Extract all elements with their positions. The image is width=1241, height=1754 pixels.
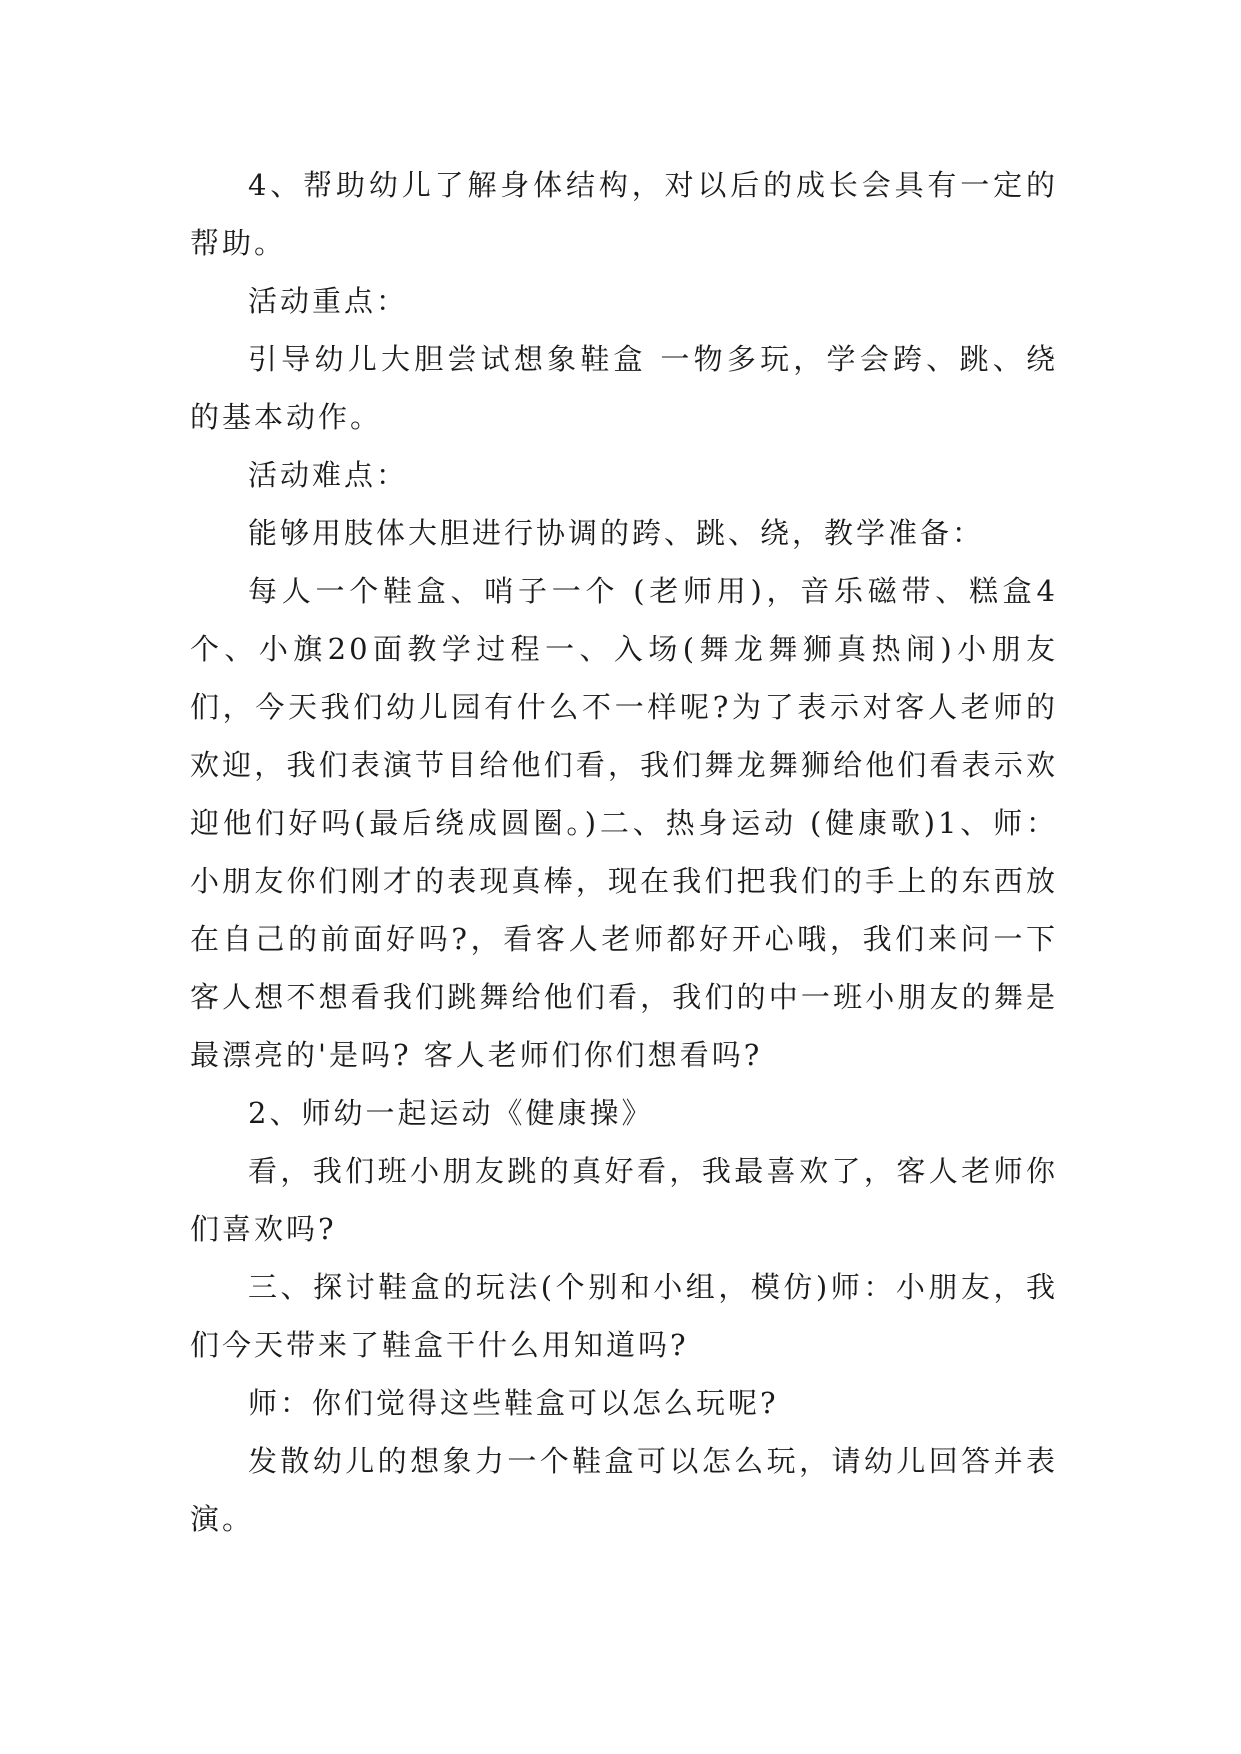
paragraph-imagination: 发散幼儿的想象力一个鞋盒可以怎么玩，请幼儿回答并表演。 (190, 1444, 1058, 1536)
paragraph-preparation-process: 每人一个鞋盒、哨子一个 (老师用)，音乐磁带、糕盒4个、小旗20面教学过程一、入场(舞龙舞狮真热闹)小朋友们，今天我们幼儿园有什么不一样呢?为了表示对客人老师的欢迎，我们表演节目给他们看，我们舞龙舞狮给他们看表示欢迎他们好吗(最后绕成圆圈。)二、热身运动 (健康歌)1、师：小朋友你们刚才的表现真棒，现在我们把我们的手上的东西放在自己的前面好吗?，看客人老师都好开心哦，我们来问一下客人想不想看我们跳舞给他们看，我们的中一班小朋友的舞是最漂亮的'是吗? 客人老师们你们想看吗? (190, 574, 1058, 1072)
heading-key-points: 活动重点： (248, 284, 409, 318)
paragraph-praise: 看，我们班小朋友跳的真好看，我最喜欢了，客人老师你们喜欢吗? (190, 1154, 1058, 1246)
document-body (190, 156, 1058, 1548)
paragraph-key-points: 引导幼儿大胆尝试想象鞋盒 一物多玩，学会跨、跳、绕的基本动作。 (190, 342, 1058, 434)
heading-difficulties: 活动难点： (248, 458, 409, 492)
paragraph-difficulties: 能够用肢体大胆进行协调的跨、跳、绕，教学准备： (248, 516, 985, 550)
paragraph-step-2: 2、师幼一起运动《健康操》 (248, 1096, 654, 1130)
paragraph-goal-4: 4、帮助幼儿了解身体结构，对以后的成长会具有一定的帮助。 (190, 168, 1058, 260)
paragraph-step-3: 三、探讨鞋盒的玩法(个别和小组，模仿)师：小朋友，我们今天带来了鞋盒干什么用知道吗? (190, 1270, 1058, 1362)
paragraph-question: 师：你们觉得这些鞋盒可以怎么玩呢? (248, 1386, 779, 1420)
